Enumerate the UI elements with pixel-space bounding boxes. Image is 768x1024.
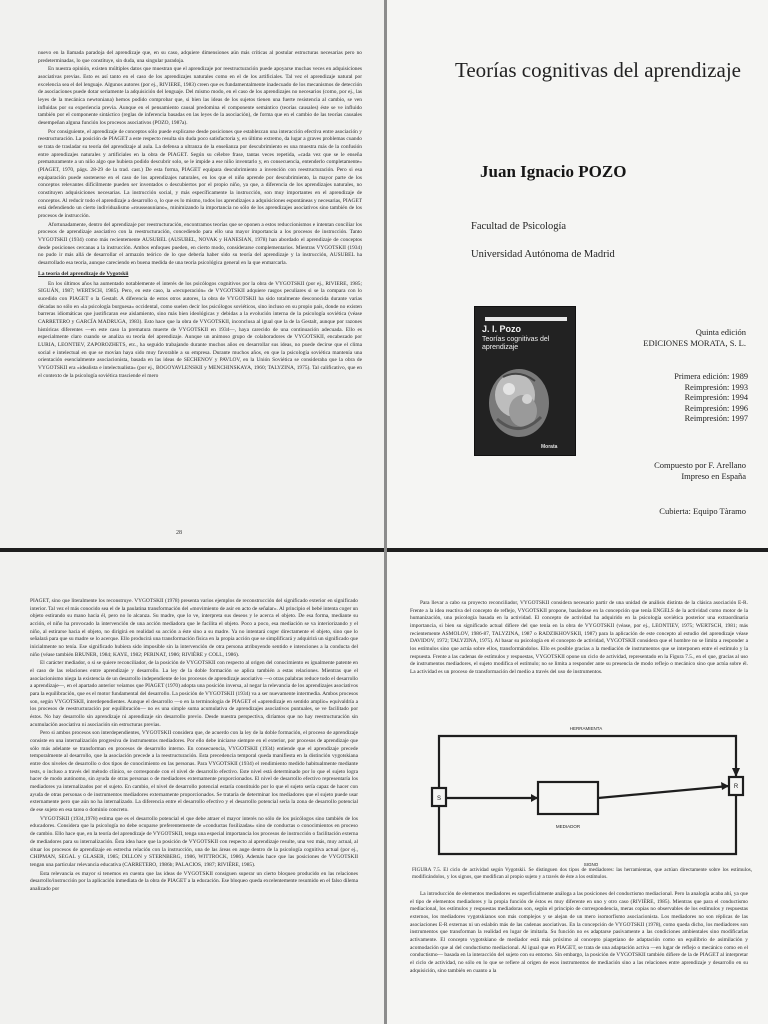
box-r-label: R [733,784,739,790]
printing-line: Reimpresión: 1997 [684,414,748,424]
page-28 [0,0,386,548]
activity-cycle-figure [386,718,768,878]
edition: Quinta edición [695,327,746,337]
figure-caption: FIGURA 7.5. El ciclo de actividad según Vygotskii. Se distinguen dos tipos de mediadores: las herramientas, que actúan directamente sobre los estímulos, modificándolos, y los signos, que modifican al propio sujeto y a través de éste a los estímulos. [412,867,752,881]
paragraph: En los últimos años ha aumentado notablemente el interés de los psicólogos cognitivos por la obra de VYGOTSKII (por ej., RIVIERE, 1985; SIGUÁN, 1987; WERTSCH, 1985). Pero, en este caso, la «recuperación» de VYGOTSKII adquiere rasgos peculiares si se la compara con lo sucedido con PIAGET o la Gestalt. A diferencia de estos otros autores, la obra de VYGOTSKII ha sido totalmente desconocida durante varias décadas no sólo en «la psicología burguesa» occidental, como suelen decir los psicólogos soviéticos, sino incluso en su propio país, donde no existen barreras idiomáticas que justificaran ese aislamiento, sino más bien ideológicas y debidas a la evolución interna de la psicología soviética (véase CARRETERO y GARCÍA MADRUGA, 1983). Esto hace que la obra de VYGOTSKII, inconclusa al igual que la de la Gestalt, aunque por razones históricas diferentes —en este caso la prematura muerte de VYGOTSKII en 1934—, haya carecido de una continuación adecuada. Ello es especialmente claro cuando se analiza su teoría del aprendizaje. Aunque un animoso grupo de colaboradores de VYGOTSKII, encabezado por LURIA, LEONTIEV, ZAPOROZHETS, etc., ha seguido trabajando durante muchos años en desarrollar sus ideas, no puede decirse que el clima social e intelectual en que se movían haya sido muy favorable a su empresa. Durante muchos años, en que la psicología soviética mantenía una orientación esencialmente asociacionista, basada en las ideas de SECHENOV y PAVLOV, en la Unión Soviética se consideraba que la obra de VYGOTSKII era «idealista e intelectualista» (por ej., BOGOYAVLENSKII y MENCHINSKAYA, 1960; TALYZINA, 1975). Tal calificativo, que en el contexto de la psicología soviética trasciende el mero [38,280,362,379]
page-body-bottom [410,891,748,1024]
paragraph: Por consiguiente, el aprendizaje de conceptos sólo puede explicarse desde posiciones que establezcan una interacción efectiva entre asociación y reestructuración. La posición de PIAGET a este respecto resulta sin duda poco satisfactoria y, en último extremo, da lugar a graves problemas cuando se trata de trasladar su teoría del aprendizaje al aula. La defensa a ultranza de la enseñanza por descubrimiento es una muestra más de la confusión entre aprendizajes naturales y artificiales en la obra de PIAGET. Según su célebre frase, tantas veces repetida, «cada vez que se le enseña prematuramente a un niño algo que hubiera podido descubrir solo, se le impide a ese niño inventarlo y, en consecuencia, entenderlo completamente» (PIAGET, 1970, págs. 28-29 de la trad. cast.) De esta forma, PIAGET equipara descubrimiento a invención con reestructuración. Pero si esa equiparación puede sostenerse en el caso de los aprendizajes naturales, en los que el niño aprende por descubrimiento, la mayor parte de los conceptos relevantes difícilmente pueden ser inventados o descubiertos por el propio niño, ya que, a diferencia de los aprendizajes naturales, no constituyen adquisiciones necesarias. La instrucción social, y más específicamente la instrucción, son muy importantes en el aprendizaje de conceptos. Al reducir todo el aprendizaje a desarrollo o, lo que es lo mismo, todos los aprendizajes a adquisiciones espontáneas y necesarias, PIAGET está defendiendo un cierto individualismo «rousseauniano», minimizando la importancia no sólo de los aprendizajes asociativos sino también de los procesos de instrucción. [38,128,362,220]
paragraph: Para llevar a cabo su proyecto reconciliador, VYGOTSKII considera necesario partir de una unidad de análisis distinta de la clásica asociación E-R. Frente a la idea reactiva del concepto de reflejo, VYGOTSKII propone, basándose en la concepción que tenía ENGELS de la actividad como motor de la humanización, una psicología basada en la actividad. El concepto de actividad ha adquirido en la psicología soviética posterior una extraordinaria importancia, si bien su significado actual difiere del que tenía en la obra de VYGOTSKII (véase, por ej., LEONTIEV, 1975; WERTSCH, 1981; más recientemente ASMOLOV, 1986-87, TALYZINA, 1987 o RADZIKHOVSKII, 1987) para la aplicación de este concepto al estudio del aprendizaje véase DAVIDOV, 1972; TALYZINA, 1975). Al basar su psicología en el concepto de actividad, VYGOTSKII considera que el hombre no se limita a responder a los estímulos sino que actúa sobre ellos, transformándolos. Ello es posible gracias a la mediación de instrumentos que se interponen entre el estímulo y la respuesta. Frente a las cadenas de estímulos y respuestas, VYGOTSKII opone un ciclo de actividad, representado en la Figura 7.5., en el que, gracias al uso de instrumentos mediadores, el sujeto modifica el estímulo; no se limita a responder ante su presencia de modo reflejo o mecánico sino que actúa sobre él. La actividad es un proceso de transformación del medio a través del uso de instrumentos. [410,600,748,676]
page-body-top [410,600,748,734]
paragraph: En nuestra opinión, existen múltiples datos que muestran que el aprendizaje por reestructuración puede apoyarse muchas veces en adquisiciones asociativas previas. Esto es así tanto en el caso de los aprendizajes naturales como en el de los artificiales. Tal vez el aprendizaje natural por excelencia sea el del lenguaje. Algunos autores (por ej., RIVIERE, 1983) creen que es fundamentalmente inadecuado de los mecanismos de detección de asociaciones puede dotar seriamente la adquisición del lenguaje. Del mismo modo, en el caso de los aprendizajes no necesarios (como, por ej., las leyes de la mecánica newtoniana) hemos podido comprobar que, si bien las ideas de los sujetos tienen una fuerte resistencia al cambio, se ven influidas por su experiencia previa. Aunque en el pensamiento causal predomina el componente semántico (teorías causales) éste se ve influido también por el componente sintáctico (reglas de inferencia basadas en las leyes de la asociación), de forma que en el cambio de las teorías causales desempeñan alguna función los procesos asociativos (POZO, 1987a). [38,66,362,127]
paragraph: La introducción de elementos mediadores es superficialmente análoga a las posiciones del conductismo mediacional. Pero la analogía acaba ahí, ya que el tipo de elementos mediadores y la propia función de éstos es muy diferente en uno y otro caso (RIVIÈRE, 1985). Mientras que para el conductismo mediacional, los estímulos y respuestas mediadoras son, según el principio de correspondencia, meras copias no observables de los estímulos y respuestas externos, los mediadores vygotskianos son más complejos y se alejan de un mero isomorfismo asociacionista. Los mediadores no son réplicas de las asociaciones E-R externas ni un eslabón más de las cadenas asociativas. En la concepción de VYGOTSKII (1978), como queda dicho, los mediadores son instrumentos que transforman la realidad en lugar de imitarla. Su función no es adaptarse pasivamente a las condiciones ambientales sino modificarlas activamente. El concepto vygotskiano de mediador está más próximo al concepto piagetiano de adaptación como un equilibrio de asimilación y acomodación que al del conductismo mediacional. Al igual que en PIAGET, se trata de una adaptación activa —en lugar de reflejo o mecánico como en el conductismo— basada en la interacción del sujeto con su entorno. Sin embargo, la posición de VYGOTSKII también difiere de la de PIAGET al interpretar el ciclo de actividad, no sólo en lo que se refiere al origen de esos instrumentos de mediación sino a las relaciones entre aprendizaje y desarrollo en su adquisición, sino también en cuanto a la [410,891,748,974]
section-heading: La teoría del aprendizaje de Vygotskii [38,270,129,277]
label-herramienta: HERRAMIENTA [569,726,603,731]
printing-line: Reimpresión: 1993 [684,382,748,392]
composed-by: Compuesto por F. Arellano [654,460,746,470]
cover-title: Teorías cognitivas del aprendizaje [482,336,550,352]
page-body [30,598,358,1024]
paragraph: Pero si ambos procesos son interdependientes, VYGOTSKII considera que, de acuerdo con la ley de la doble formación, el proceso de aprendizaje consiste en una internalización progresiva de instrumentos mediadores. Por ello debe iniciarse siempre en el exterior, por procesos de aprendizaje que sólo más adelante se transforman en procesos de desarrollo interno. En consecuencia, VYGOTSKII (1934) entiende que el aprendizaje precede temporalmente al desarrollo, que la asociación precede a la reestructuración. Esta precedencia temporal queda manifiesta en la distinción vygotskiana entre dos niveles de desarrollo o dos tipos de conocimiento en las personas. Para VYGOTSKII (1934) el rendimiento medido habitualmente mediante tests, o incluso a través del método clínico, se corresponde con el nivel de desarrollo efectivo. Este nivel está determinado por lo que el sujeto logra hacer de modo autónomo, sin ayuda de otras personas o de mediadores externamente proporcionados. El nivel de desarrollo efectivo representaría los mediadores ya internalizados por el sujeto. En cambio, el nivel de desarrollo potencial estaría constituido por lo que el sujeto sería capaz de hacer con ayuda de otras personas o de instrumentos mediadores externamente proporcionados. Se trataría de determinar los mediadores que el sujeto puede usar externamente pero que aún no ha internalizado. La diferencia entre el desarrollo efectivo y el desarrollo potencial sería la zona de desarrollo potencial de ese sujeto en esa tarea o dominio concreto. [30,730,358,814]
book-title: Teorías cognitivas del aprendizaje [455,58,741,82]
paragraph: VYGOTSKII (1934,1978) estima que es el desarrollo potencial el que debe atraer el mayor interés no sólo de los psicólogos sino también de los educadores. Considera que la psicología no debe ocuparse preferentemente de «conductas fosilizadas» sino de conductas o conocimientos en proceso de cambio. Ello hace que, en la teoría del aprendizaje de VYGOTSKII, tenga una especial importancia los procesos de instrucción o facilitación externa de mediadores para su internalización. Ésta idea hace que la posición de VYGOTSKII con respecto al aprendizaje resulte, una vez más, muy actual, al situar los procesos de aprendizaje en estrecha relación con la instrucción, una de las áreas en auge dentro de la psicología cognitiva actual (por ej., CHIPMAN, SEGAL y GLASER, 1985; DILLON y STERNBERG, 1986, WITTROCK, 1986). Además hace que las posiciones de VYGOTSKII tengan una particular relevancia educativa (CARRETERO, 1986b; PALACIOS, 1987; RIVIÈRE, 1985). [30,815,358,868]
printing-line: Primera edición: 1989 [674,372,748,381]
paragraph: Esta relevancia es mayor si tenemos en cuenta que las ideas de VYGOTSKII consiguen superar un cierto bloqueo producido en las relaciones desarrollo/instrucción por la aplicación inmediata de la obra de PIAGET a la educación. Ese bloqueo queda excelentemente resumido en el falso dilema analizado por [30,870,358,892]
book-cover-thumbnail [474,306,576,456]
printing-line: Reimpresión: 1996 [684,403,748,413]
paragraph: Afortunadamente, dentro del aprendizaje por reestructuración, encontramos teorías que se oponen a estos reduccionismos e intentan conciliar los procesos de aprendizaje asociativo con la reestructuración, concediendo para ello una mayor importancia a los procesos de instrucción. Tanto VYGOTSKII (1934) como más recientemente AUSUBEL (AUSUBEL, NOVAK y HANESIAN, 1978) han abordado el aprendizaje de conceptos desde posiciones cercanas a la instrucción. Ambos enfoques pueden, en cierto modo, considerarse complementarios. Mientras VYGOTSKII (1934) no pudo ir más allá de desarrollar el armazón teórico de lo que debería haber sido su teoría del aprendizaje y la instrucción, AUSUBEL ha desarrollado esa teoría, aunque careciendo en buena medida de una teoría psicológica general en la que enmarcarla. [38,221,362,267]
paragraph: PIAGET, sino que literalmente los reconstruye. VYGOTSKII (1978) presenta varios ejemplos de reconstrucción del significado exterior en significado interior. Tal vez el más conocido sea el de la paulatina transformación del «movimiento de asir en acto de señalar». Al principio el bebé intenta coger un objeto estirando su mano hacia él, pero no lo alcanza. Su madre, que lo ve, interpreta sus deseos y le acerca el objeto. De esa forma, mediante su acción, el niño ha provocado la intervención de una acción mediadora que le facilita el objeto. Poco a poco, esa mediación se va interiorizando y el niño, al estirarse hacia el objeto, no dirigirá en realidad su acción a éste sino a su madre. Ya no intentará coger directamente el objeto, sino que lo señalará para que su madre se lo acerque. Ello producirá una transformación física en la propia acción que se simplificará y adquirirá un significado que inicialmente no tenía. Ese significado hubiera sido imposible sin la intervención de otra persona atribuyendo sentido e intenciones a la conducta del niño (véase también BRUNER, 1984; KAYE, 1982; PERINAT, 1986; RIVIÈRE y COLL, 1986). [30,598,358,658]
page-left-bottom [0,552,386,1024]
cover-credit: Cubierta: Equipo Tàramo [659,506,746,516]
paragraph: nuevo en la llamada paradoja del aprendizaje que, en su caso, adquiere dimensiones aún más críticas al postular estructuras necesarias pero no predeterminadas, lo que constituye, sin duda, una singular paradoja. [38,50,362,64]
label-signo: SIGNO [583,862,599,867]
faculty: Facultad de Psicología [471,221,567,232]
box-s-label: S [436,796,442,802]
printed-in: Impreso en España [681,471,746,481]
cover-illustration [475,307,575,455]
book-author: Juan Ignacio POZO [480,162,627,181]
cover-author: J. I. Pozo [482,324,522,334]
printing-line: Reimpresión: 1994 [684,393,748,403]
printing-history [600,372,748,425]
page-number: 28 [176,530,182,536]
university: Universidad Autónoma de Madrid [471,249,615,260]
publisher: EDICIONES MORATA, S. L. [643,338,746,348]
label-mediador: MEDIADOR [555,824,581,829]
cover-publisher: Morata [541,444,558,450]
scan-divider-vertical [384,0,387,1024]
paragraph: El carácter mediador, o si se quiere reconciliador, de la posición de VYGOTSKII con respecto al origen del conocimiento es igualmente patente en el caso de las relaciones entre aprendizaje y desarrollo. La ley de la doble formación se aplica también a estas relaciones. Mientras que el asociacionismo niega la existencia de un desarrollo independiente de los procesos de aprendizaje asociativo —o otras palabras reduce todo el desarrollo a aprendizaje—, en el apartado anterior veíamos que PIAGET (1970) adopta una posición inversa, al negar la relevancia de los aprendizajes asociativos para la equilibración, que es el motor fundamental del desarrollo. La posición de VYGOTSKII (1934) va a ser nuevamente intermedia. Ambos procesos son, según VYGOTSKII, interdependientes. Aunque el desarrollo —o en la terminología de PIAGET el «aprendizaje en sentido amplio» equivaldría a los procesos de reestructuración por equilibración— no es una simple suma acumulativa de aprendizajes asociativos puntuales, se ve facilitado por éstos. No hay desarrollo sin aprendizaje ni aprendizaje sin desarrollo previo. Desde nuestra perspectiva, diríamos que no hay reestructuración sin acumulación asociativa ni asociación sin estructuras previas. [30,660,358,728]
page-28-body [38,50,362,528]
